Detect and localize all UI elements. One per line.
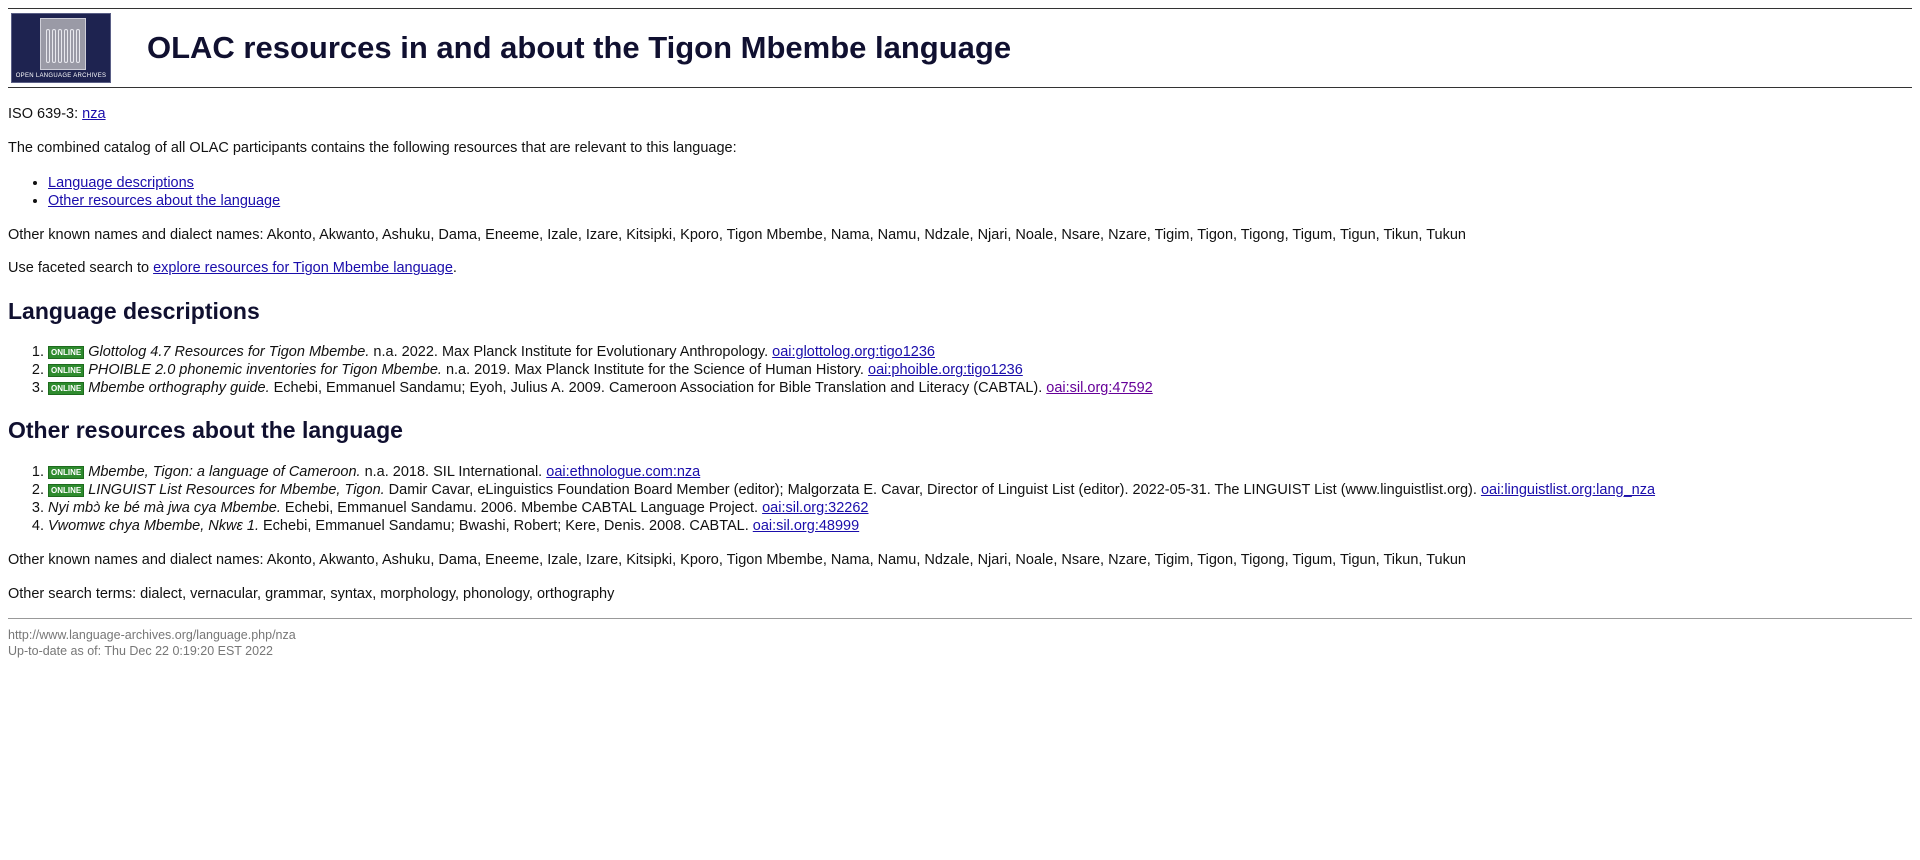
resource-citation: n.a. 2019. Max Planck Institute for the Science of Human History. [441,362,868,379]
resource-citation: Echebi, Emmanuel Sandamu; Bwashi, Robert; Kere, Denis. 2008. CABTAL. [258,518,753,534]
toc-link-language-descriptions[interactable]: Language descriptions [48,175,194,192]
resource-title: Mbembe, Tigon: a language of Cameroon. [88,464,361,480]
resource-title: Mbembe orthography guide. [88,380,270,397]
resource-item [48,343,1912,361]
olac-logo[interactable] [11,13,111,83]
iso-code-link[interactable]: nza [82,106,106,122]
resource-item [48,481,1912,499]
resource-oai-link[interactable]: oai:sil.org:47592 [1046,380,1153,397]
resource-title: Nyi mbɔ̀ ke bé mà jwa cya Mbembe. [48,500,281,516]
page-footer [8,627,1912,659]
resource-citation: n.a. 2018. SIL International. [360,464,547,480]
resource-item [48,379,1912,397]
resource-citation: Echebi, Emmanuel Sandamu. 2006. Mbembe CABTAL Language Project. [280,500,763,516]
resource-title: Vwomwɛ chya Mbembe, Nkwɛ 1. [48,518,259,534]
page-title: OLAC resources in and about the Tigon Mbembe language [147,29,1012,65]
footer-url: http://www.language-archives.org/language.php/nza [8,628,296,643]
page-header [8,8,1912,88]
section-heading-other-resources: Other resources about the language [8,417,403,444]
archive-icon [40,18,86,70]
resource-item [48,361,1912,379]
iso-line [8,105,1912,123]
resource-oai-link[interactable]: oai:sil.org:32262 [762,500,869,516]
online-badge: ONLINE [48,382,84,395]
intro-text: The combined catalog of all OLAC participants contains the following resources that are relevant to this language: [8,140,737,157]
faceted-prefix: Use faceted search to [8,260,154,277]
language-descriptions-list [8,343,1912,397]
resource-item [48,463,1912,481]
logo-text: OPEN LANGUAGE ARCHIVES [15,72,107,79]
online-badge: ONLINE [48,484,84,497]
resource-oai-link[interactable]: oai:linguistlist.org:lang_nza [1480,482,1656,498]
toc-item [48,192,1912,210]
resource-oai-link[interactable]: oai:sil.org:48999 [752,518,860,534]
faceted-search-line [8,259,1912,277]
online-badge: ONLINE [48,466,84,479]
iso-label: ISO 639-3: [8,106,83,122]
other-names-text: Other known names and dialect names: Akonto, Akwanto, Ashuku, Dama, Eneeme, Izale, Izare, Kitsipki, Kporo, Tigon Mbembe, Nama, Namu, Ndzale, Njari, Noale, Nsare, Nzare, Tigim, Tigon, Tigong, Tigum, Tigun, Tikun, Tukun [8,227,1466,244]
resource-title: Glottolog 4.7 Resources for Tigon Mbembe. [88,344,370,361]
resource-citation: Echebi, Emmanuel Sandamu; Eyoh, Julius A. 2009. Cameroon Association for Bible Translation and Literacy (CABTAL). [269,380,1047,397]
toc-item [48,174,1912,192]
resource-oai-link[interactable]: oai:phoible.org:tigo1236 [868,362,1023,379]
resource-item [48,499,1912,517]
other-names-text-bottom: Other known names and dialect names: Akonto, Akwanto, Ashuku, Dama, Eneeme, Izale, Izare, Kitsipki, Kporo, Tigon Mbembe, Nama, Namu, Ndzale, Njari, Noale, Nsare, Nzare, Tigim, Tigon, Tigong, Tigum, Tigun, Tikun, Tukun [8,552,1466,568]
table-of-contents [8,174,1912,210]
footer-updated: Up-to-date as of: Thu Dec 22 0:19:20 EST 2022 [8,644,273,659]
footer-divider [8,618,1912,619]
online-badge: ONLINE [48,364,84,377]
other-resources-list [8,463,1912,535]
faceted-search-link[interactable]: explore resources for Tigon Mbembe language [153,260,453,277]
search-terms-text: Other search terms: dialect, vernacular, grammar, syntax, morphology, phonology, orthography [8,586,615,603]
toc-link-other-resources[interactable]: Other resources about the language [48,193,281,210]
resource-oai-link[interactable]: oai:glottolog.org:tigo1236 [772,344,935,361]
resource-item [48,517,1912,535]
resource-title: PHOIBLE 2.0 phonemic inventories for Tigon Mbembe. [88,362,442,379]
resource-citation: n.a. 2022. Max Planck Institute for Evolutionary Anthropology. [369,344,773,361]
online-badge: ONLINE [48,346,84,359]
resource-citation: Damir Cavar, eLinguistics Foundation Board Member (editor); Malgorzata E. Cavar, Director of Linguist List (editor). 2022-05-31. The LINGUIST List (www.linguistlist.org). [384,482,1481,498]
section-heading-language-descriptions: Language descriptions [8,297,260,324]
resource-oai-link[interactable]: oai:ethnologue.com:nza [546,464,701,480]
resource-title: LINGUIST List Resources for Mbembe, Tigon. [88,482,385,498]
faceted-suffix: . [452,260,457,277]
